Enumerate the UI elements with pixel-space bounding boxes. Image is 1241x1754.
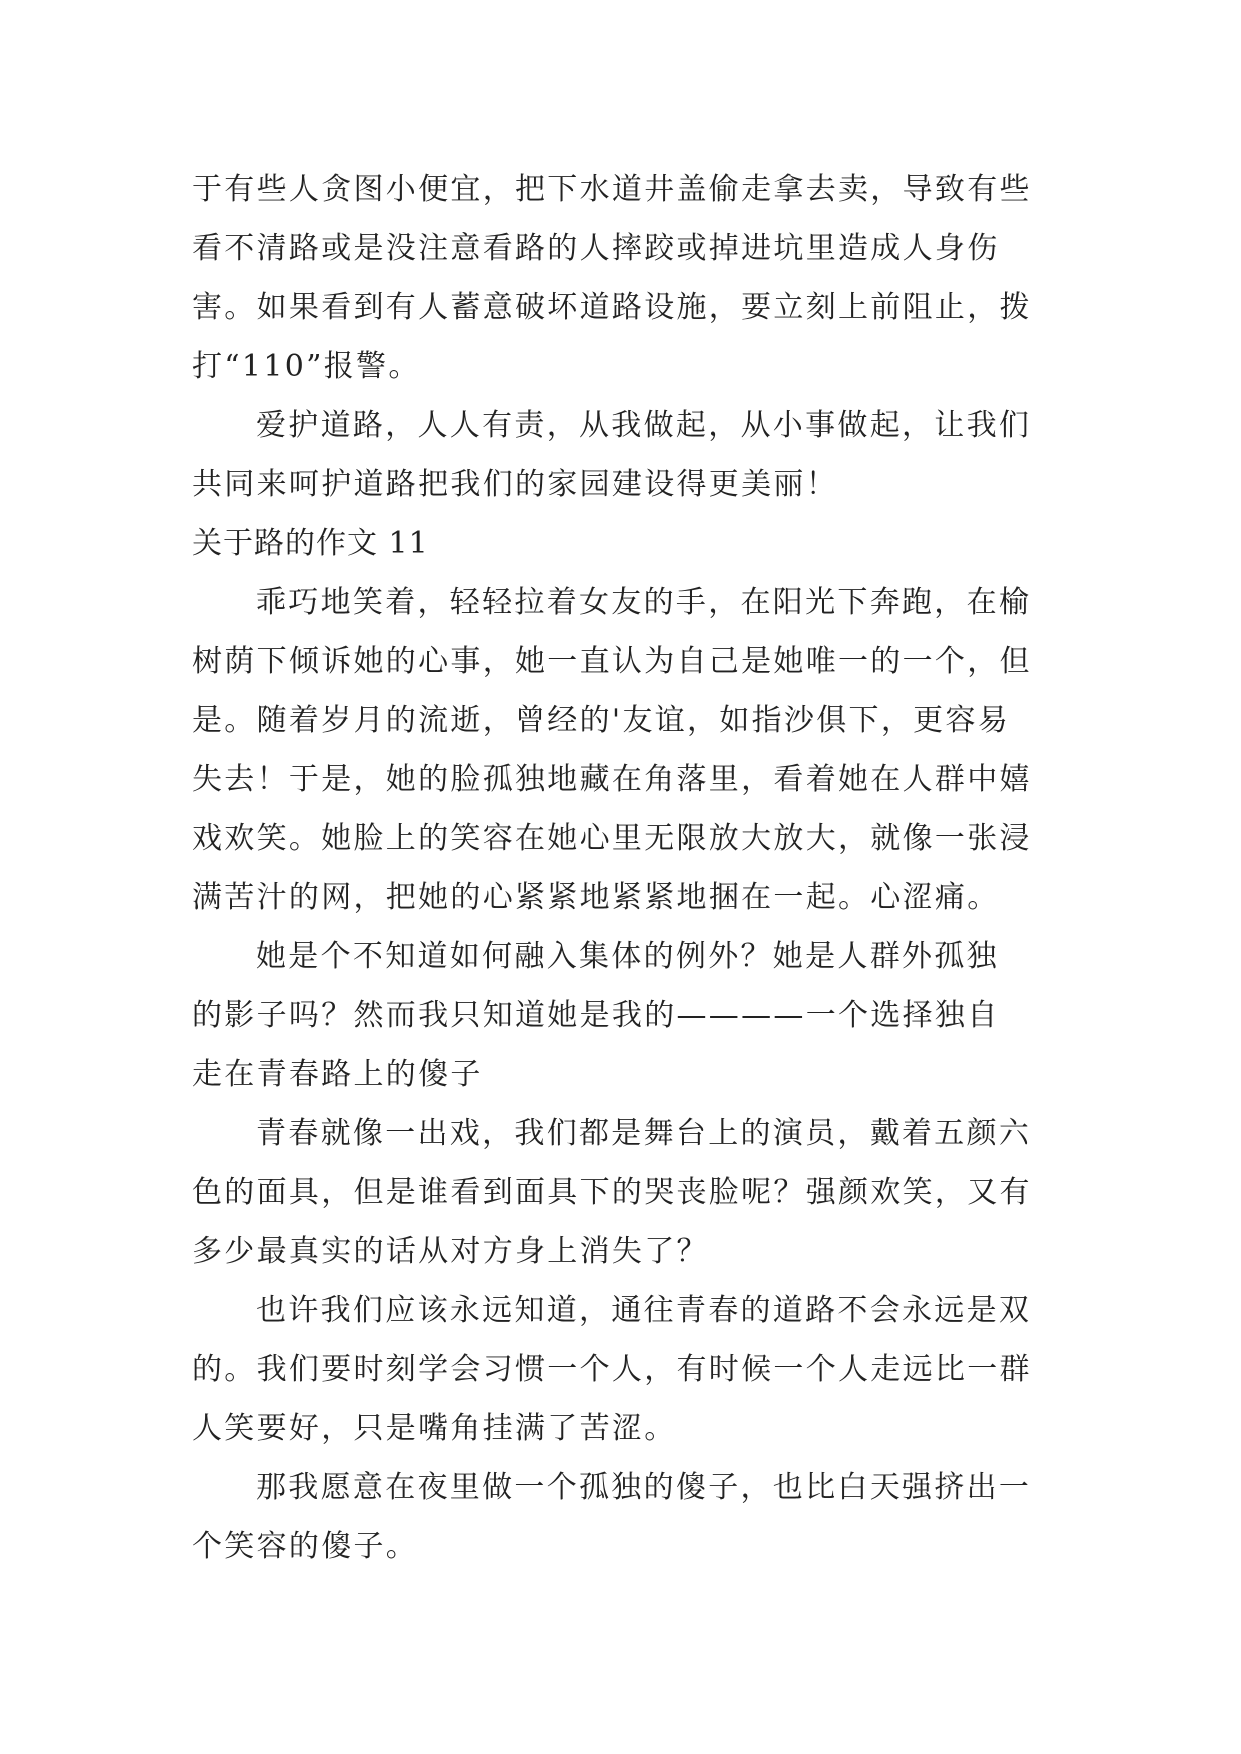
text-line: 满苦汁的网，把她的心紧紧地紧紧地捆在一起。心涩痛。 [192, 880, 1000, 915]
text-line: 爱护道路，人人有责，从我做起，从小事做起，让我们 [256, 408, 1032, 443]
text-line: 走在青春路上的傻子 [192, 1057, 483, 1092]
text-line: 的影子吗？然而我只知道她是我的————一个选择独自 [192, 998, 1000, 1033]
text-line: 的。我们要时刻学会习惯一个人，有时候一个人走远比一群 [192, 1352, 1032, 1387]
text-line: 多少最真实的话从对方身上消失了？ [192, 1234, 709, 1269]
text-line: 树荫下倾诉她的心事，她一直认为自己是她唯一的一个，但 [192, 644, 1032, 679]
text-line: 共同来呵护道路把我们的家园建设得更美丽！ [192, 467, 838, 502]
text-line: 人笑要好，只是嘴角挂满了苦涩。 [192, 1411, 677, 1446]
text-line: 色的面具，但是谁看到面具下的哭丧脸呢？强颜欢笑，又有 [192, 1175, 1032, 1210]
text-line: 个笑容的傻子。 [192, 1529, 419, 1564]
section-heading: 关于路的作文 11 [192, 526, 429, 561]
text-line: 她是个不知道如何融入集体的例外？她是人群外孤独 [256, 939, 999, 974]
text-line: 看不清路或是没注意看路的人摔跤或掉进坑里造成人身伤 [192, 231, 1000, 266]
text-line: 于有些人贪图小便宜，把下水道井盖偷走拿去卖，导致有些 [192, 172, 1032, 207]
text-line: 乖巧地笑着，轻轻拉着女友的手，在阳光下奔跑，在榆 [256, 585, 1032, 620]
text-line: 失去！于是，她的脸孤独地藏在角落里，看着她在人群中嬉 [192, 762, 1032, 797]
text-line: 打“110”报警。 [192, 349, 421, 384]
text-line: 害。如果看到有人蓄意破坏道路设施，要立刻上前阻止，拨 [192, 290, 1032, 325]
text-line: 戏欢笑。她脸上的笑容在她心里无限放大放大，就像一张浸 [192, 821, 1032, 856]
text-line: 也许我们应该永远知道，通往青春的道路不会永远是双 [256, 1293, 1032, 1328]
text-line: 那我愿意在夜里做一个孤独的傻子，也比白天强挤出一 [256, 1470, 1032, 1505]
document-page [192, 160, 1049, 1576]
text-line: 是。随着岁月的流逝，曾经的'友谊，如指沙俱下，更容易 [192, 703, 1011, 738]
text-line: 青春就像一出戏，我们都是舞台上的演员，戴着五颜六 [256, 1116, 1032, 1151]
